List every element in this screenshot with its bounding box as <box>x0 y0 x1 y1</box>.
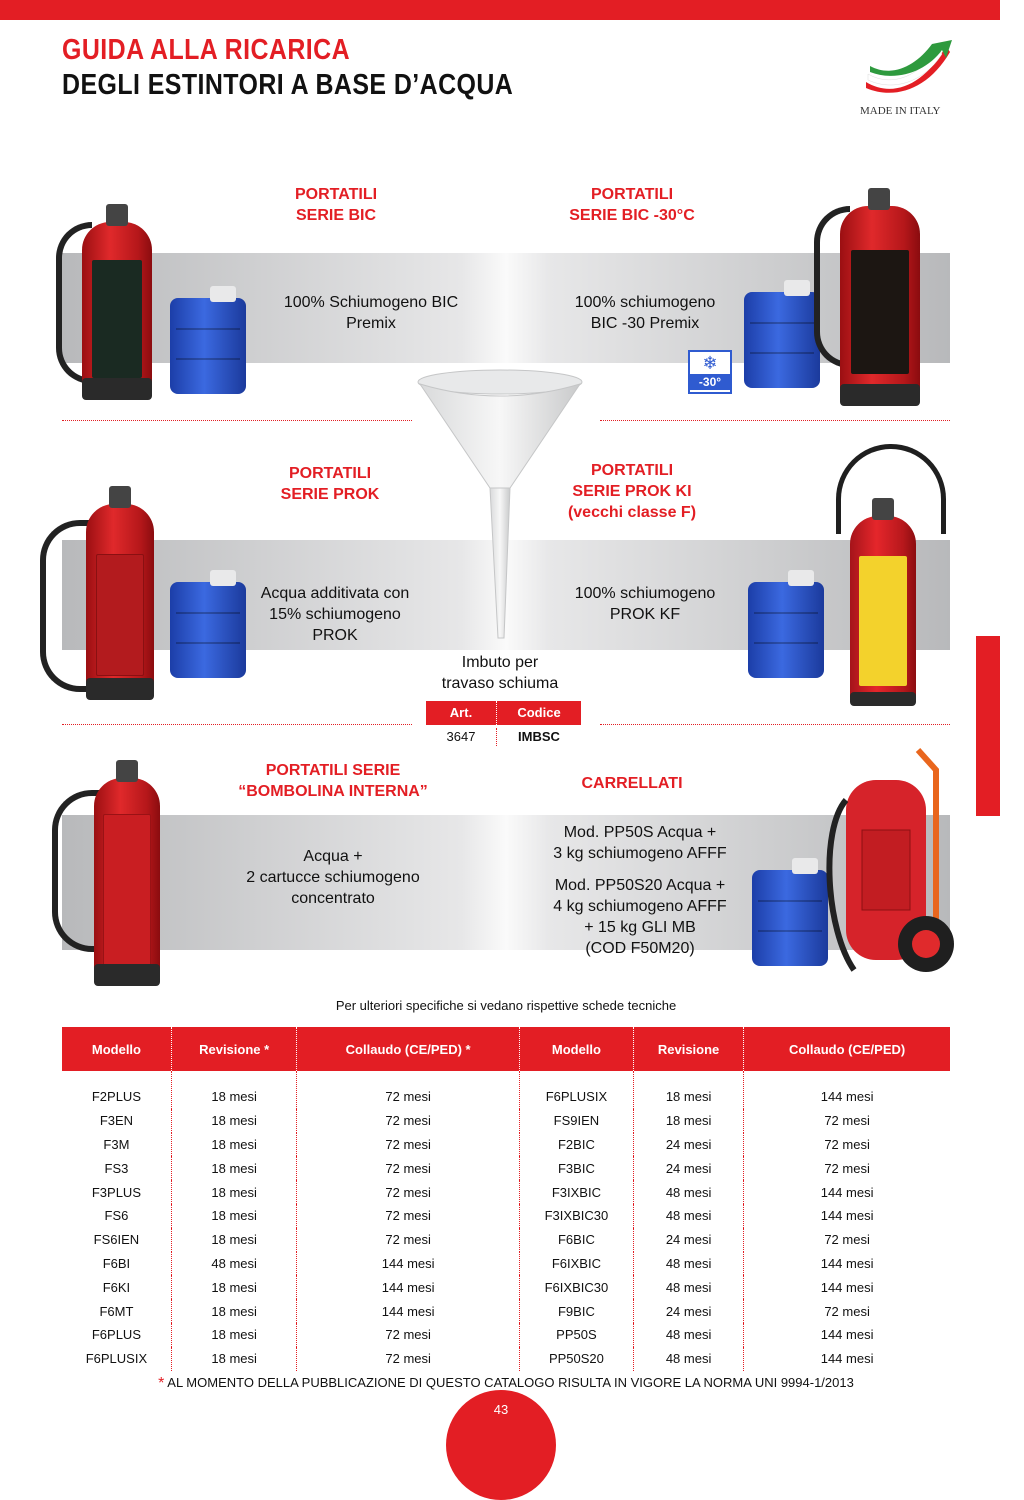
trolley-extinguisher-image <box>826 740 956 990</box>
canister-image <box>752 870 828 966</box>
page-title-line2: DEGLI ESTINTORI A BASE D’ACQUA <box>62 69 514 101</box>
extinguisher-prokki-image <box>850 516 916 706</box>
extinguisher-bic30-image <box>840 206 920 406</box>
table-cell: F6BIC <box>519 1228 633 1252</box>
table-cell: FS6 <box>104 1208 129 1224</box>
table-cell: 18 mesi <box>171 1275 297 1299</box>
table-cell: 72 mesi <box>297 1323 519 1347</box>
table-cell: 72 mesi <box>744 1228 950 1252</box>
table-cell: 18 mesi <box>171 1228 297 1252</box>
table-row <box>62 1109 950 1133</box>
table-cell: F6PLUS <box>91 1327 141 1343</box>
table-cell: FS6IEN <box>93 1232 140 1248</box>
table-row <box>62 1323 950 1347</box>
table-row <box>62 1133 950 1157</box>
canister-image <box>744 292 820 388</box>
table-row <box>62 1347 950 1371</box>
table-cell: F3BIC <box>519 1156 633 1180</box>
frost-badge-label: -30° <box>690 374 730 390</box>
section-title-bic30: PORTATILI SERIE BIC -30°C <box>569 186 695 224</box>
section-desc-carrellati-1: Mod. PP50S Acqua + 3 kg schiumogeno AFFF <box>553 824 727 862</box>
table-cell: F6MT <box>99 1303 134 1319</box>
section-desc-prok: Acqua additivata con 15% schiumogeno PROK <box>260 585 410 644</box>
table-cell: 144 mesi <box>297 1299 519 1323</box>
canister-image <box>748 582 824 678</box>
table-cell: F6KI <box>102 1279 131 1295</box>
table-cell: 72 mesi <box>297 1071 519 1109</box>
col-header: Modello <box>62 1027 171 1071</box>
table-cell: 18 mesi <box>171 1180 297 1204</box>
table-cell: 144 mesi <box>297 1252 519 1276</box>
page-number: 43 <box>493 1402 509 1417</box>
table-cell: F2PLUS <box>91 1089 141 1105</box>
table-cell: 48 mesi <box>633 1347 743 1371</box>
table-row <box>62 1156 950 1180</box>
table-cell: F6PLUSIX <box>519 1071 633 1109</box>
table-row <box>62 1299 950 1323</box>
col-header: Revisione <box>633 1027 743 1071</box>
side-red-tab <box>976 636 1000 816</box>
table-cell: 18 mesi <box>171 1133 297 1157</box>
page-number-badge <box>446 1390 556 1500</box>
table-cell: FS3 <box>104 1160 129 1176</box>
col-header: Collaudo (CE/PED) * <box>297 1027 519 1071</box>
table-cell: 72 mesi <box>744 1156 950 1180</box>
table-cell: 72 mesi <box>297 1156 519 1180</box>
funnel-caption: Imbuto per travaso schiuma <box>441 654 559 692</box>
table-row <box>62 1252 950 1276</box>
table-cell: F3EN <box>99 1113 134 1129</box>
section-title-prok: PORTATILI SERIE PROK <box>280 465 380 503</box>
table-cell: 72 mesi <box>297 1228 519 1252</box>
table-cell: 72 mesi <box>744 1109 950 1133</box>
table-row <box>62 1180 950 1204</box>
table-cell: 144 mesi <box>744 1323 950 1347</box>
table-cell: F3IXBIC30 <box>519 1204 633 1228</box>
table-cell: 24 mesi <box>633 1133 743 1157</box>
extinguisher-bic-image <box>82 222 152 400</box>
section-title-prokki: PORTATILI SERIE PROK KI (vecchi classe F) <box>567 462 697 521</box>
section-desc-bic: 100% Schiumogeno BIC Premix <box>283 294 459 332</box>
revision-table <box>62 1027 950 1371</box>
funnel-col-art: Art. <box>426 701 496 725</box>
table-cell: F9BIC <box>519 1299 633 1323</box>
table-cell: PP50S20 <box>519 1347 633 1371</box>
table-row <box>62 1071 950 1109</box>
col-header: Collaudo (CE/PED) <box>744 1027 950 1071</box>
table-cell: PP50S <box>519 1323 633 1347</box>
separator <box>62 420 412 421</box>
made-in-italy-label: MADE IN ITALY <box>860 105 941 117</box>
table-cell: 48 mesi <box>171 1252 297 1276</box>
table-cell: F6IXBIC30 <box>519 1275 633 1299</box>
separator <box>600 420 950 421</box>
frost-badge <box>688 350 732 394</box>
table-cell: F3PLUS <box>91 1184 141 1200</box>
table-cell: 72 mesi <box>297 1133 519 1157</box>
section-desc-carrellati-2: Mod. PP50S20 Acqua + 4 kg schiumogeno AFFF + 15 kg GLI MB (COD F50M20) <box>553 877 727 957</box>
table-cell: 48 mesi <box>633 1252 743 1276</box>
table-cell: 72 mesi <box>297 1347 519 1371</box>
table-cell: 144 mesi <box>744 1252 950 1276</box>
section-title-bic: PORTATILI SERIE BIC <box>294 186 378 224</box>
table-cell: 72 mesi <box>297 1180 519 1204</box>
canister-image <box>170 298 246 394</box>
funnel-art-value: 3647 <box>446 729 476 744</box>
col-header: Revisione * <box>171 1027 297 1071</box>
table-cell: 24 mesi <box>633 1156 743 1180</box>
section-title-carrellati: CARRELLATI <box>581 775 683 792</box>
table-cell: 18 mesi <box>171 1071 297 1109</box>
table-cell: FS9IEN <box>519 1109 633 1133</box>
table-cell: 72 mesi <box>297 1204 519 1228</box>
top-red-bar <box>0 0 1000 20</box>
section-desc-prokki: 100% schiumogeno PROK KF <box>574 585 716 623</box>
extinguisher-bombolina-image <box>94 778 160 986</box>
section-desc-bombolina: Acqua + 2 cartucce schiumogeno concentrato <box>246 848 420 907</box>
table-cell: 144 mesi <box>744 1275 950 1299</box>
table-cell: F6BI <box>102 1255 131 1271</box>
table-cell: 144 mesi <box>744 1204 950 1228</box>
table-cell: 144 mesi <box>744 1071 950 1109</box>
table-row <box>62 1228 950 1252</box>
table-cell: 18 mesi <box>171 1299 297 1323</box>
table-cell: 48 mesi <box>633 1323 743 1347</box>
table-header-row <box>62 1027 950 1071</box>
table-cell: 18 mesi <box>171 1347 297 1371</box>
table-cell: 48 mesi <box>633 1180 743 1204</box>
page-title-line1: GUIDA ALLA RICARICA <box>62 34 351 66</box>
table-cell: 48 mesi <box>633 1204 743 1228</box>
table-cell: 18 mesi <box>171 1204 297 1228</box>
italy-flag-logo <box>862 38 954 98</box>
table-cell: 18 mesi <box>633 1109 743 1133</box>
table-cell: 24 mesi <box>633 1299 743 1323</box>
table-row <box>62 1275 950 1299</box>
spec-note: Per ulteriori specifiche si vedano rispettive schede tecniche <box>335 998 677 1013</box>
table-cell: 144 mesi <box>297 1275 519 1299</box>
table-cell: 72 mesi <box>297 1109 519 1133</box>
col-header: Modello <box>519 1027 633 1071</box>
table-cell: 18 mesi <box>633 1071 743 1109</box>
table-cell: F6PLUSIX <box>85 1351 148 1367</box>
table-cell: F2BIC <box>519 1133 633 1157</box>
table-cell: 24 mesi <box>633 1228 743 1252</box>
table-cell: 18 mesi <box>171 1156 297 1180</box>
funnel-col-code: Codice <box>496 701 581 725</box>
funnel-code-value: IMBSC <box>496 728 581 746</box>
table-cell: 18 mesi <box>171 1323 297 1347</box>
section-title-bombolina: PORTATILI SERIE “BOMBOLINA INTERNA” <box>238 762 428 800</box>
snowflake-icon: ❄ <box>702 353 718 373</box>
table-cell: F3M <box>103 1136 130 1152</box>
section-desc-bic30: 100% schiumogeno BIC -30 Premix <box>574 294 716 332</box>
table-cell: 144 mesi <box>744 1180 950 1204</box>
separator <box>62 724 412 725</box>
table-cell: F6IXBIC <box>519 1252 633 1276</box>
table-cell: 144 mesi <box>744 1347 950 1371</box>
extinguisher-prok-image <box>86 504 154 700</box>
table-cell: 18 mesi <box>171 1109 297 1133</box>
separator <box>600 724 950 725</box>
footnote-star: * <box>158 1375 165 1392</box>
table-row <box>62 1204 950 1228</box>
table-cell: 72 mesi <box>744 1133 950 1157</box>
table-cell: 72 mesi <box>744 1299 950 1323</box>
footnote-text: AL MOMENTO DELLA PUBBLICAZIONE DI QUESTO CATALOGO RISULTA IN VIGORE LA NORMA UNI 9994-1/2013 <box>167 1375 854 1390</box>
table-cell: 48 mesi <box>633 1275 743 1299</box>
table-cell: F3IXBIC <box>519 1180 633 1204</box>
